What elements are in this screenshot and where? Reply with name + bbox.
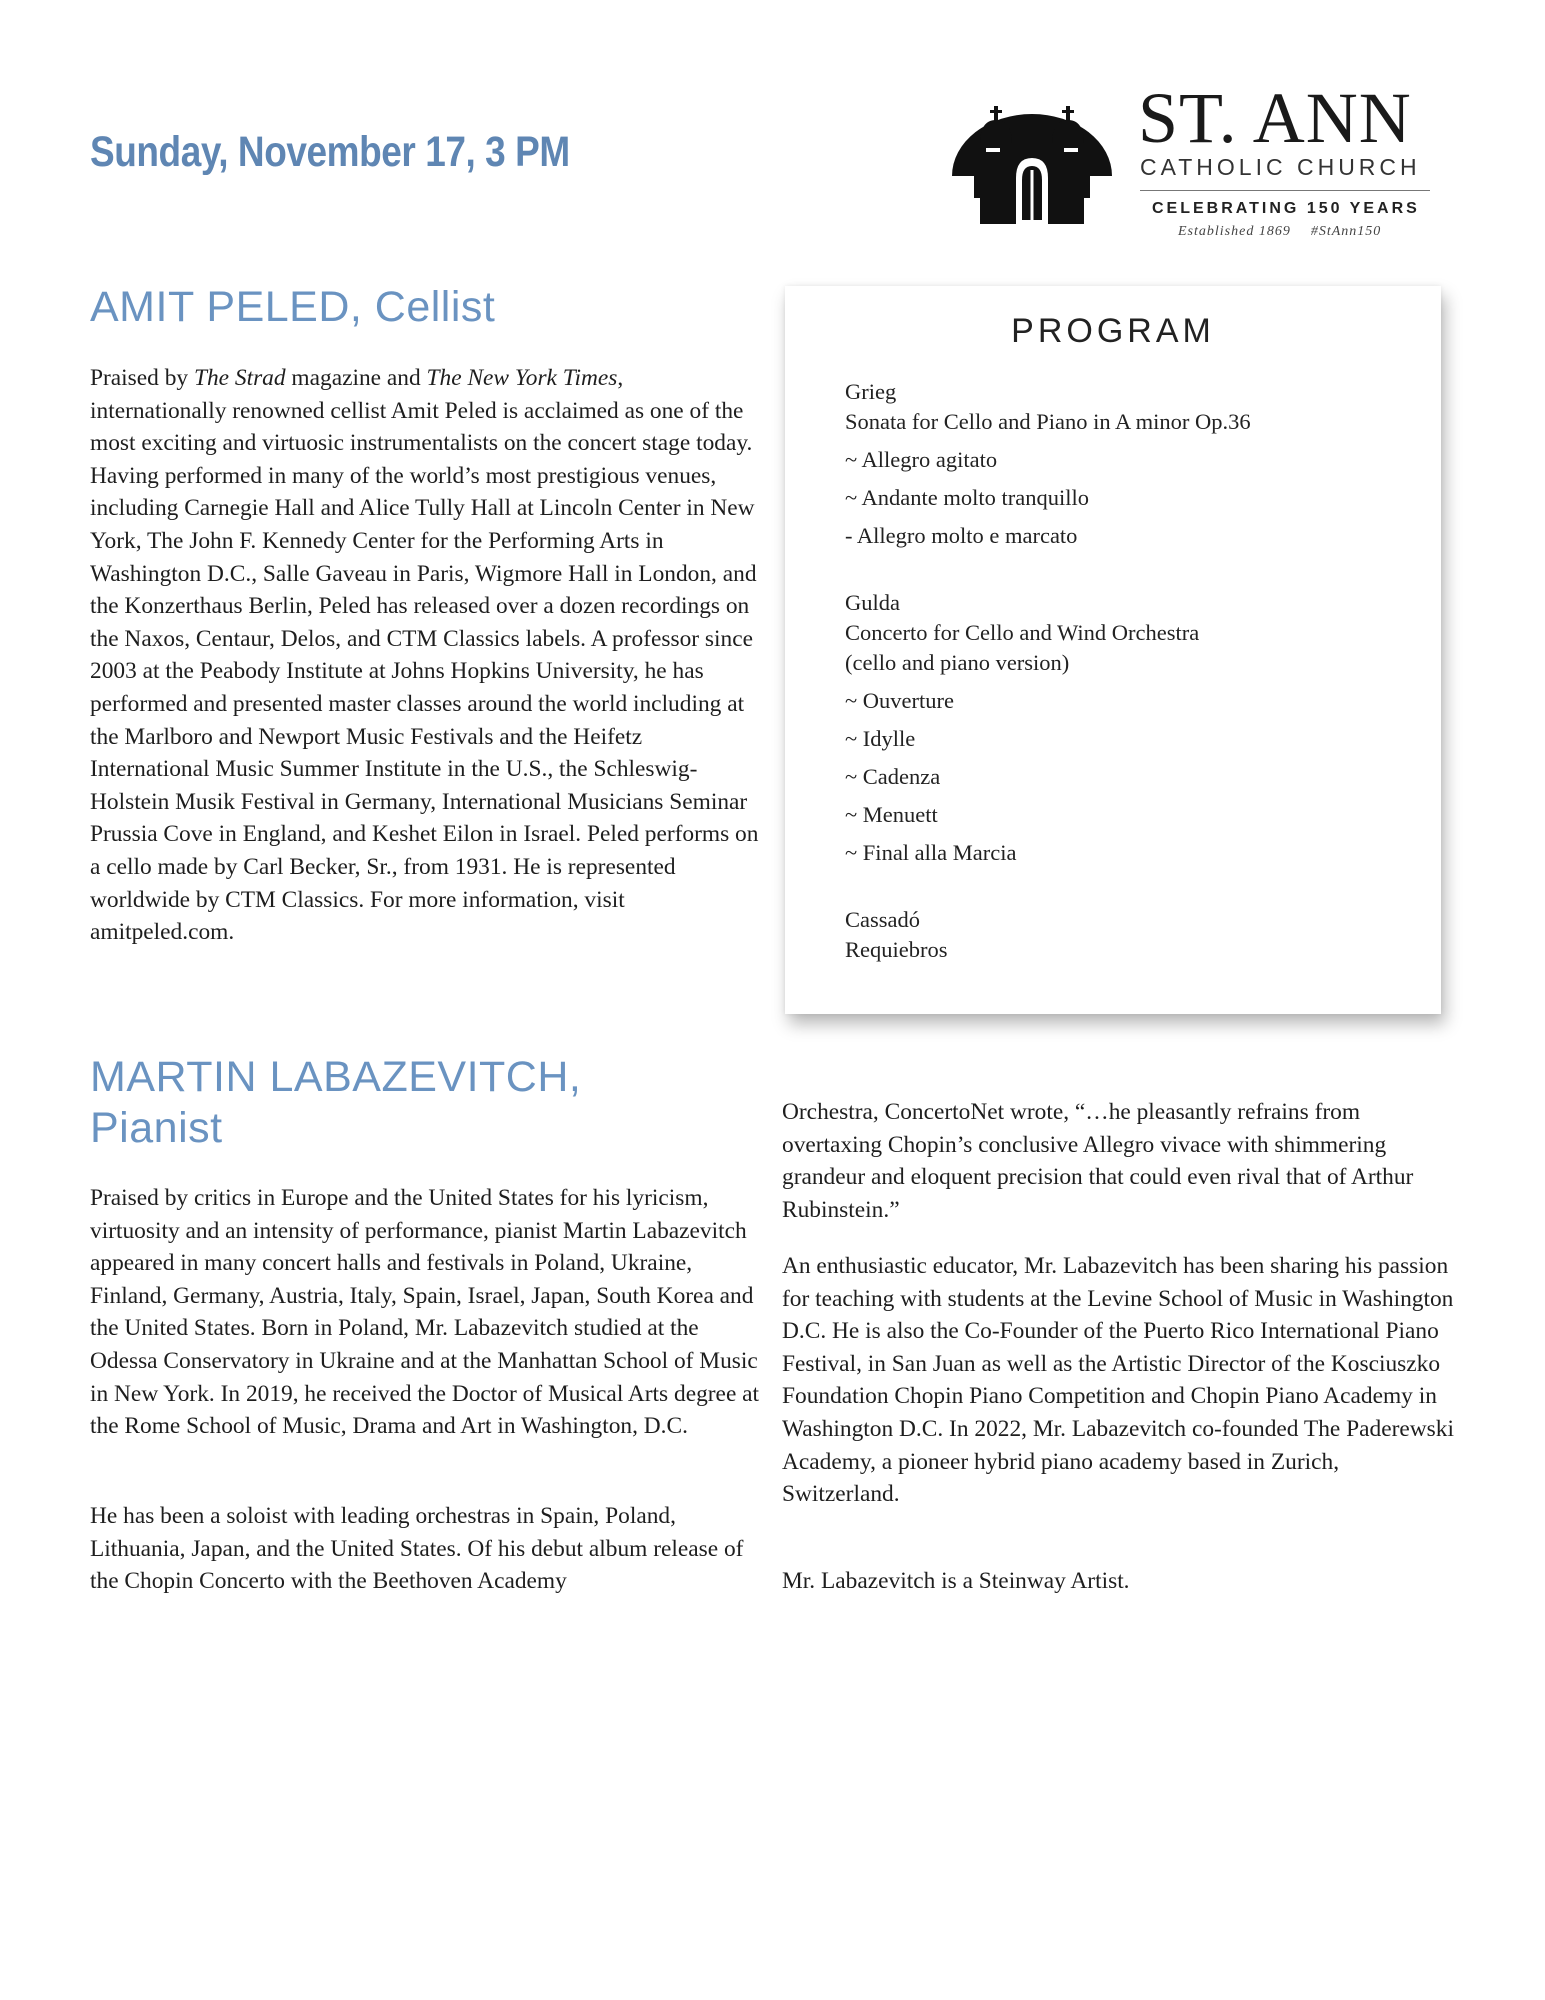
publication-title: The New York Times (426, 365, 618, 391)
program-box (785, 286, 1441, 1014)
performer2-bio-para: Praised by critics in Europe and the United States for his lyricism, virtuosity and an intensity of performance, pianist Martin Labazevitch appeared in many concert halls and festivals in Poland, Ukraine, Finland, Germany, Austria, Italy, Spain, Israel, Japan, South Korea and the United States. Born in Poland, Mr. Labazevitch studied at the Odessa Conservatory in Ukraine and at the Manhattan School of Music in New York. In 2019, he received the Doctor of Musical Arts degree at the Rome School of Music, Drama and Art in Washington, D.C. (90, 1185, 760, 1440)
celebrating-text: CELEBRATING 150 YEARS (1152, 200, 1420, 217)
performer2-bio-para: Mr. Labazevitch is a Steinway Artist. (782, 1568, 1130, 1594)
established-line (1178, 224, 1381, 240)
program-line: Grieg (845, 379, 897, 404)
bio-text: Praised by (90, 365, 194, 391)
performer2-bio-para: Orchestra, ConcertoNet wrote, “…he pleasantly refrains from overtaxing Chopin’s conclusive Allegro vivace with shimmering grandeur and eloquent precision that could even rival that of Arthur Rubinstein.” (782, 1099, 1414, 1223)
performer2-bio-para: He has been a soloist with leading orchestras in Spain, Poland, Lithuania, Japan, and the United States. Of his debut album release of the Chopin Concerto with the Beethoven Academy (90, 1503, 744, 1595)
program-line: Sonata for Cello and Piano in A minor Op.36 (845, 409, 1251, 434)
church-logo (950, 80, 1440, 250)
church-subtitle: CATHOLIC CHURCH (1140, 154, 1421, 180)
program-line: Cassadó (845, 907, 920, 932)
program-title: PROGRAM (1011, 312, 1215, 350)
program-line: ~ Final alla Marcia (845, 840, 1017, 865)
established-text: Established 1869 (1178, 224, 1291, 239)
program-line: Concerto for Cello and Wind Orchestra (845, 620, 1200, 645)
program-line: ~ Cadenza (845, 764, 941, 789)
program-line: - Allegro molto e marcato (845, 523, 1078, 548)
performer2-heading (90, 1052, 581, 1154)
program-line: ~ Menuett (845, 802, 938, 827)
publication-title: The Strad (193, 365, 286, 391)
church-emblem-icon (950, 86, 1115, 236)
program-line: ~ Idylle (845, 726, 916, 751)
program-line: ~ Andante molto tranquillo (845, 485, 1090, 510)
program-line: Requiebros (845, 937, 948, 962)
bio-text: , internationally renowned cellist Amit Peled is acclaimed as one of the most exciting and virtuosic instrumentalists on the concert stage today. Having performed in many of the world’s most prestigious venues, including Carnegie Hall and Alice Tully Hall at Lincoln Center in New York, The John F. Kennedy Center for the Performing Arts in Washington D.C., Salle Gaveau in Paris, Wigmore Hall in London, and the Konzerthaus Berlin, Peled has released over a dozen recordings on the Naxos, Centaur, Delos, and CTM Classics labels. A professor since 2003 at the Peabody Institute at Johns Hopkins University, he has performed and presented master classes around the world including at the Marlboro and Newport Music Festivals and the Heifetz International Music Summer Institute in the U.S., the Schleswig-Holstein Musik Festival in Germany, International Musicians Seminar Prussia Cove in England, and Keshet Eilon in Israel. Peled performs on a cello made by Carl Becker, Sr., from 1931. He is represented worldwide by CTM Classics. For more information, visit amitpeled.com. (90, 365, 759, 946)
performer2-role: Pianist (90, 1104, 223, 1152)
program-line: ~ Ouverture (845, 688, 955, 713)
hashtag-text: #StAnn150 (1310, 224, 1382, 239)
performer1-heading: AMIT PELED, Cellist (90, 283, 496, 331)
program-line: (cello and piano version) (845, 650, 1070, 675)
logo-divider (1140, 190, 1430, 191)
program-line: Gulda (845, 590, 900, 615)
event-date: Sunday, November 17, 3 PM (90, 128, 570, 176)
program-line: ~ Allegro agitato (845, 447, 998, 472)
performer1-bio (90, 362, 765, 949)
performer2-bio-para: An enthusiastic educator, Mr. Labazevitch has been sharing his passion for teaching with students at the Levine School of Music in Washington D.C. He is also the Co-Founder of the Puerto Rico International Piano Festival, in San Juan as well as the Artistic Director of the Kosciuszko Foundation Chopin Piano Competition and Chopin Piano Academy in Washington D.C. In 2022, Mr. Labazevitch co-founded The Paderewski Academy, a pioneer hybrid piano academy based in Zurich, Switzerland. (782, 1253, 1454, 1508)
church-name: ST. ANN (1138, 78, 1412, 158)
bio-text: magazine and (285, 365, 427, 391)
performer2-name: MARTIN LABAZEVITCH, (90, 1053, 582, 1101)
